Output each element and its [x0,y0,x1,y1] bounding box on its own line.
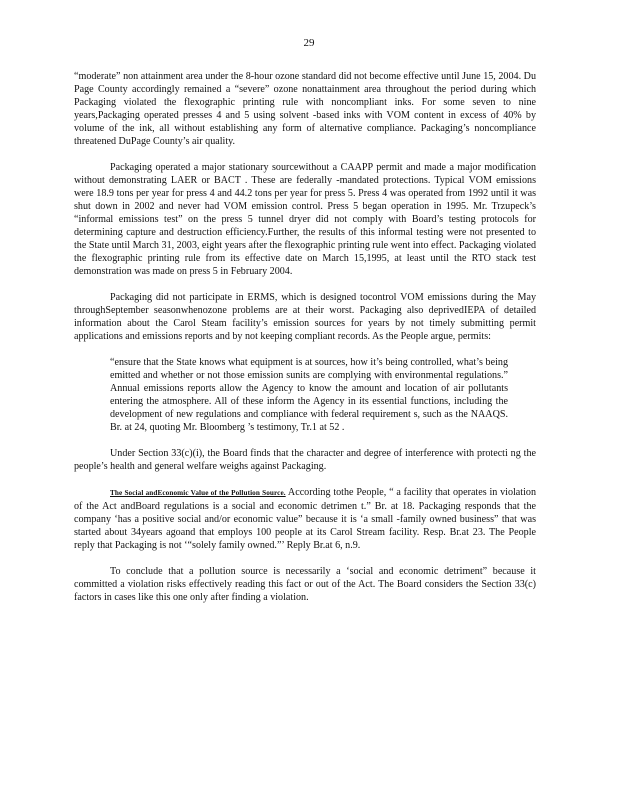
document-body [74,70,536,617]
block-quote: “ensure that the State knows what equipment is at sources, how it’s being controlled, what’s being emitted and whether or not those emission sunits are complying with environmental regulations.” Annual emissions reports allow the Agency to know the amount and location of air pollutants entering the atmosphere. All of these inform the Agency in its essential functions, including the development of new regulations and compliance with federal requirement s, such as the NAAQS. Br. at 24, quoting Mr. Bloomberg ’s testimony, Tr.1 at 52 . [110,357,508,433]
page-number: 29 [303,37,315,49]
paragraph-3: Packaging did not participate in ERMS, which is designed tocontrol VOM emissions during the May throughSeptember seasonwhenozone problems are at their worst. Packaging also deprivedIEPA of detailed information about the Carol Steam facility’s emission sources for years by not timely submitting permit applications and emissions reports and by not keeping compliant records. As the People argue, permits: [74,292,536,342]
paragraph-4: Under Section 33(c)(i), the Board finds that the character and degree of interference with protecti ng the people’s health and general welfare weighs against Packaging. [74,448,536,472]
paragraph-5 [74,486,536,552]
paragraph-1: “moderate” non attainment area under the 8-hour ozone standard did not become effective until June 15, 2004. Du Page County accordingly remained a “severe” ozone nonattainment area throughout the period during which Packaging violated the flexographic printing rule with noncompliant inks. For some seven to nine years,Packaging operated presses 4 and 5 using solvent -based inks with VOM content in excess of 40% by volume of the ink, all without establishing any form of alternative compliance. Packaging’s noncompliance threatened DuPage County’s air quality. [74,71,536,147]
paragraph-2: Packaging operated a major stationary sourcewithout a CAAPP permit and made a major modification without demonstrating LAER or BACT . These are federally -mandated protections. Typical VOM emissions were 18.9 tons per year for press 4 and 44.2 tons per year for press 5. Press 4 was operated from 1992 until it was shut down in 2002 and never had VOM emission control. Press 5 began operation in 1995. Mr. Trzupeck’s “informal emissions test” on the press 5 tunnel dryer did not comply with Board’s testing protocols for determining capture and destruction efficiency.Further, the results of this informal testing were not presented to the State until March 31, 2003, eight years after the flexographic printing rule went into effect. Packaging violated the flexographic printing rule from its effective date on March 15,1995, at least until the RTO stack test demonstration was made on press 5 in February 2004. [74,162,536,277]
paragraph-6: To conclude that a pollution source is necessarily a ‘social and economic detriment” because it committed a violation risks effectively reading this fact or out of the Act. The Board considers the Section 33(c) factors in cases like this one only after finding a violation. [74,566,536,603]
section-heading: The Social andEconomic Value of the Pollution Source. [110,489,286,497]
paragraph-5-body: According tothe People, “ a facility that operates in violation of the Act andBoard regulations is a social and economic detrimen t.” Br. at 18. Packaging responds that the company ‘has a positive social and/or economic value” because it is ‘a small -family owned business” that was started about 34years agoand that employs 100 people at its Carol Stream facility. Resp. Br.at 23. The People reply that Packaging is not ‘“solely family owned.”’ Reply Br.at 6, n.9. [74,487,536,551]
